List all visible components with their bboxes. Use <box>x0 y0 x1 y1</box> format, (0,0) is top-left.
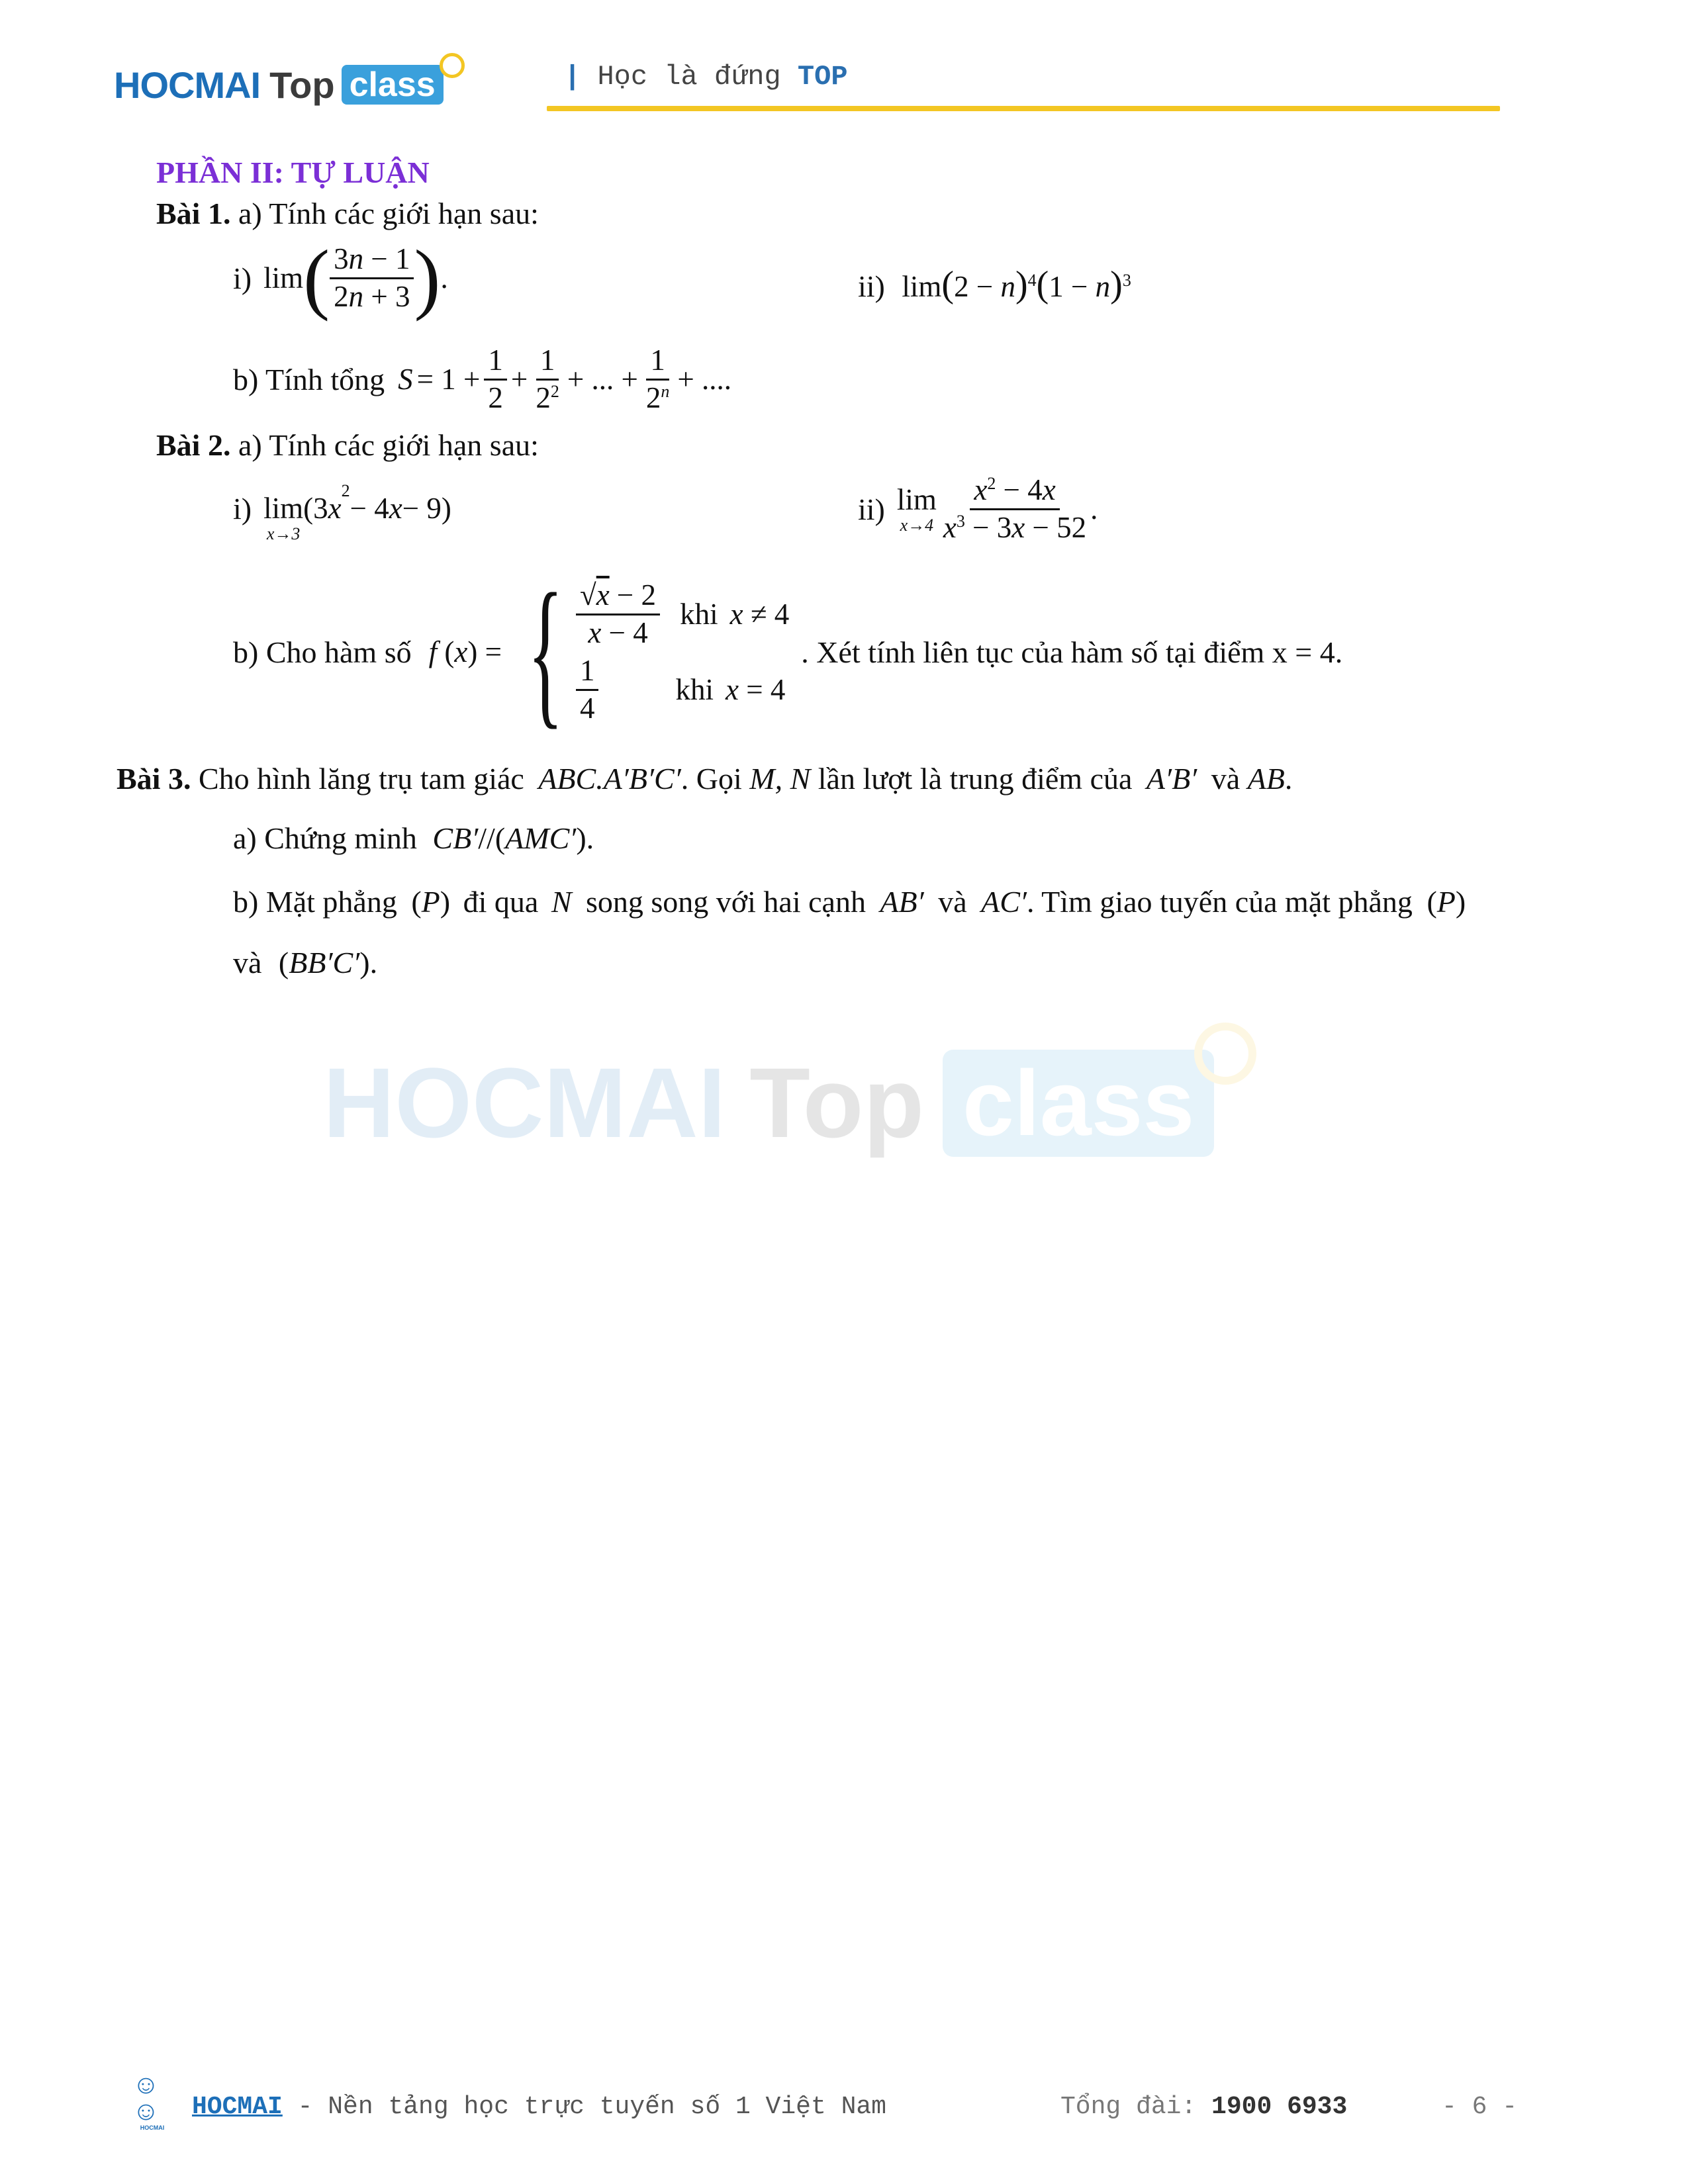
hotline-label: Tổng đài: <box>1060 2093 1197 2121</box>
watermark-top: Top <box>749 1047 925 1158</box>
bai1-i-label: i) <box>233 261 252 295</box>
piecewise-cases <box>576 579 789 725</box>
slogan <box>564 61 848 93</box>
bai2-i-formula: lim x→3 (3 x 2 − 4 x − 9) <box>263 481 451 543</box>
bai3-intro-b: . Gọi <box>680 762 742 796</box>
bai1-b-text: b) Tính tổng <box>233 362 385 396</box>
bai1-heading <box>156 196 539 231</box>
logo-top: Top <box>269 64 335 106</box>
bai2-ii <box>858 474 1098 544</box>
people-icon: ☺☺ <box>132 2070 160 2126</box>
bai2-ii-formula: lim x→4 $\frac{x^2 - 4x}{x^3 - 3x - 52}$ . <box>896 473 1098 544</box>
bai2-b <box>233 560 1343 743</box>
bai3-intro-c: lần lượt là trung điểm của <box>818 762 1133 796</box>
bai2-b-tail: . Xét tính liên tục của hàm số tại điểm x = 4. <box>801 635 1343 669</box>
logo-sun-icon <box>440 53 465 78</box>
bai1-label: Bài 1. <box>156 197 231 230</box>
slogan-bar: | <box>564 61 581 93</box>
bai3-b-text4: . Tìm giao tuyến của mặt phẳng <box>1026 885 1413 919</box>
bai3-label: Bài 3. <box>117 762 191 796</box>
bai3-ab: AB <box>1247 762 1285 796</box>
bai3-a: a) Chứng minh CB′//(AMC′). <box>233 821 594 855</box>
bai3-intro-a: Cho hình lăng trụ tam giác <box>198 762 524 796</box>
bai3-b-text1: b) Mặt phẳng <box>233 885 397 919</box>
bai2-heading <box>156 428 539 463</box>
bai1-a-text: a) Tính các giới hạn sau: <box>238 197 539 230</box>
bai2-ii-label: ii) <box>858 492 885 526</box>
logo-hocmai: HOCMAI <box>114 64 261 106</box>
bai3-mn: M, N <box>749 762 811 796</box>
bai1-ii-formula: $\lim(2 - n)^4(1 - n)^3$ <box>902 264 1131 305</box>
bai3-b-text2: đi qua <box>463 885 539 919</box>
bai1-ii <box>858 263 1131 306</box>
bai1-i <box>233 234 448 322</box>
bai2-i <box>233 481 451 544</box>
bai3-b-text3: song song với hai cạnh <box>586 885 866 919</box>
case1-khi: khi <box>680 598 718 631</box>
bai3-b-line2: và (BB′C′). <box>233 946 378 979</box>
watermark-class: class <box>943 1050 1214 1157</box>
page-number: - 6 - <box>1442 2093 1518 2121</box>
bai3-b-and: và <box>938 885 967 919</box>
bai3-b-line1: b) Mặt phẳng (P) đi qua N song song với hai cạnh AB′ và AC′. Tìm giao tuyến của mặt phẳng (P) <box>233 885 1466 919</box>
bai2-label: Bài 2. <box>156 428 231 462</box>
bai3-a-formula: CB′ <box>432 821 479 855</box>
bai3-b-line2-and: và <box>233 946 262 979</box>
footer-tagline: - Nền tảng học trực tuyến số 1 Việt Nam <box>282 2093 886 2121</box>
footer-brand-link[interactable]: HOCMAI <box>192 2093 283 2121</box>
bai3-apbp: A′B′ <box>1146 762 1197 796</box>
bai3-intro-and: và <box>1211 762 1241 796</box>
logo-class: class <box>342 65 444 105</box>
footer-logo-caption: HOCMAI <box>140 2124 165 2131</box>
slogan-text: Học là đứng <box>597 61 781 93</box>
bai3-prism: ABC.A′B′C′ <box>538 762 681 796</box>
footer-line <box>192 2093 886 2121</box>
hocmai-footer-logo-icon <box>132 2070 172 2131</box>
hocmai-topclass-logo <box>114 58 465 111</box>
section-title: PHẦN II: TỰ LUẬN <box>156 156 430 189</box>
header-divider <box>547 106 1500 111</box>
slogan-top: TOP <box>797 61 848 93</box>
piecewise-case-2: $\frac{1}{4}$ khi x = 4 <box>576 655 789 725</box>
watermark-hocmai: HOCMAI <box>323 1047 726 1158</box>
hotline-number: 1900 6933 <box>1211 2093 1348 2121</box>
piecewise-brace-icon: { <box>527 560 563 743</box>
bai1-i-formula: lim ( $\frac{3n - 1}{2n + 3}$ ) . <box>263 234 448 322</box>
bai1-b <box>233 344 731 414</box>
bai2-i-label: i) <box>233 492 252 525</box>
bai1-b-formula: S = 1 + $\frac{1}{2}$ + $\frac{1}{2^2}$ + ... + $\frac{1}{2^n}$ + .... <box>398 343 731 414</box>
piecewise-case-1: $\frac{√x - 2}{x - 4}$ khi x ≠ 4 <box>576 579 789 649</box>
watermark-sun-icon <box>1194 1023 1256 1085</box>
bai1-ii-label: ii) <box>858 269 885 303</box>
watermark-logo <box>323 1046 1256 1160</box>
bai2-b-fx: f (x) = <box>428 635 502 668</box>
bai3-heading: Bài 3. Cho hình lăng trụ tam giác ABC.A′B′C′. Gọi M, N lần lượt là trung điểm của A′B′ và AB. <box>117 762 1293 796</box>
bai3-a-text: a) Chứng minh <box>233 821 417 855</box>
footer-hotline <box>1060 2093 1347 2121</box>
bai2-b-text: b) Cho hàm số <box>233 635 412 669</box>
case2-khi: khi <box>675 673 714 706</box>
bai2-a-text: a) Tính các giới hạn sau: <box>238 428 539 462</box>
